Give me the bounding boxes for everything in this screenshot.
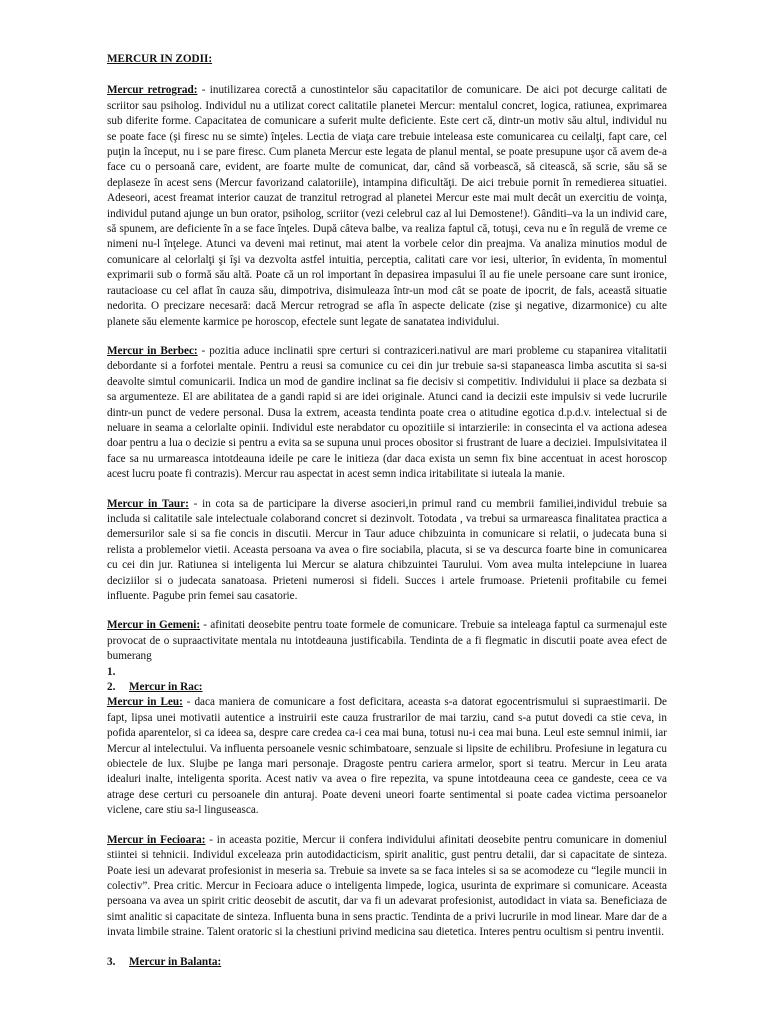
text-mercur-leu: - daca maniera de comunicare a fost deficitara, aceasta s-a datorat egocentrismului si supraestimarii. De fapt, lipsa unei motivatii autentice a instruirii este cauza frustrarilor de mai tarziu, cand s-a putut dovedi ca stie ceva, in pofida aparentelor, si ca ideea sa, despre care credea ca-i cea mai buna, totusi nu-i cea mai buna. Leul este semnul inimii, iar Mercur al intelectului. Va influenta persoanele vesnic schimbatoare, senzuale si lipsite de echilibru. Profesiune in legatura cu obiectele de lux. Slujbe pe langa mari personaje. Dragoste pentru cariera armelor, sport si teatru. Mercur in Leu arata idealuri inalte, inteligenta sporita. Acest nativ va avea o fire repezita, va spune intotdeauna ceea ce gandeste, ceea ce va atrage dese certuri cu persoanele din anturaj. Poate deveni uneori foarte sentimental si poate cadea victima persoanelor viclene, care stiu sa-l linguseasca. [107, 696, 667, 817]
document-title: MERCUR IN ZODII: [107, 53, 213, 65]
list-number-1: 1. [107, 665, 116, 678]
term-mercur-berbec: Mercur in Berbec: [107, 344, 198, 357]
heading-mercur-rac: Mercur in Rac: [129, 681, 203, 694]
paragraph-mercur-taur [107, 497, 667, 605]
list-item-2 [107, 680, 667, 695]
list-number-3: 3. [107, 955, 116, 968]
paragraph-mercur-berbec [107, 344, 667, 483]
term-mercur-fecioara: Mercur in Fecioara: [107, 833, 206, 846]
text-mercur-retrograd: - inutilizarea corectă a cunostintelor său capacitatilor de comunicare. De aici pot decurge calitati de scriitor sau psiholog. Individul nu a utilizat corect calitatile planetei Mercur: mentalul concret, logica, ratiunea, exprimarea sub diferite forme. Capacitatea de comunicare a suferit multe deficiente. Este cert că, dintr-un motiv său altul, individul nu se poate face (şi firesc nu se simte) înţeles. Lectia de viaţa care trebuie inteleasa este comunicarea cu ceilalţi, fapt care, cel puţin la început, nu i se pare firesc. Cum planeta Mercur este legata de planul mental, se poate presupune uşor că avem de-a face cu o persoană care, evident, are foarte multe de comunicat, dar, când să vorbească, să citească, să scrie, său să se deplaseze în acest sens (Mercur favorizand calatoriile), intampina dificultăţi. De aici trebuie pornit în remedierea situatiei. Adeseori, acest freamat interior cauzat de tranzitul retrograd al planetei Mercur este mai mult decât un exercitiu de voinţa, individul putand ajunge un bun orator, psiholog, scriitor (vezi celebrul caz al lui Demostene!). Gânditi–va la un individ care, să spunem, are deficiente în a se face înţeles. După câteva balbe, va realiza faptul că, totuşi, ceva nu e în regulă de vreme ce nimeni nu-l înţelege. Atunci va deveni mai retinut, mai atent la vorbele celor din preajma. Va analiza minutios modul de comunicare al celorlalţi şi îşi va dezvolta astfel intuitia, perceptia, calitati care vor iesi, ulterior, în evidenta, în momentul exprimarii sub o formă său altă. Poate că un rol important în depasirea impasului îl au fie unele persoane care sunt ironice, rautacioase cu cel aflat în cauza său, dimpotriva, disimuleaza într-un mod cât se poate de ipocrit, de fals, această situatie nedorita. O precizare necesară: dacă Mercur retrograd se afla în aspecte delicate (zise şi negative, dizarmonice) cu alte planete său elemente karmice pe horoscop, efectele sunt legate de sanatatea individului. [107, 84, 667, 328]
text-mercur-fecioara: - in aceasta pozitie, Mercur ii confera individului afinitati deosebite pentru comunicare in domeniul stiintei si tehnicii. Individul exceleaza prin autodidacticism, spirit analitic, gust pentru detalii, dar si capacitate de sinteza. Poate iesi un adevarat profesionist in meseria sa. Trebuie sa invete sa se faca inteles si sa se acomodeze cu “legile muncii in colectiv”. Prea critic. Mercur in Fecioara aduce o inteligenta limpede, logica, usurinta de exprimare si comunicare. Aceasta persoana va avea un spirit critic deosebit de ascutit, dar va fi un adevarat profesionist, autodidact in viata sa. Beneficiaza de simt analitic si capacitate de sinteza. Influenta buna in sens practic. Tendinta de a privi lucrurile in mod linear. Mare dar de a invata limbile straine. Talent oratoric si la chestiuni privind medicina sau dietetica. Interes pentru ocultism si pentru inventii. [107, 833, 668, 939]
term-mercur-gemeni: Mercur in Gemeni: [107, 619, 201, 632]
paragraph-mercur-retrograd [107, 83, 667, 330]
heading-mercur-balanta: Mercur in Balanta: [129, 955, 222, 968]
document-page [107, 52, 667, 970]
paragraph-mercur-fecioara [107, 833, 667, 941]
text-mercur-berbec: - pozitia aduce inclinatii spre certuri si contraziceri.nativul are mari probleme cu stapanirea vitalitatii debordante si a forfotei mentale. Pentru a reusi sa comunice cu cei din jur trebuie sa-si stapaneasca limba ascutita si sa-si deavolte simtul comunicarii. Indica un mod de gandire inclinat sa fie decisiv si competitiv. Individului ii place sa dezbata si sa argumenteze. El are abilitatea de a gandi rapid si are idei originale. Atunci cand ia decizii este impulsiv si vede lucrurile dintr-un punct de vedere personal. Dusa la extrem, aceasta tendinta poate crea o atitudine egotica d.p.d.v. intelectual si de neluare in seama a celorlalte opinii. Individul este nerabdator cu opozitiile si intarzierile: in consecinta el va actiona adesea doar pentru a lua o decizie si pentru a evita sa se supuna unui proces obositor si frustrant de luare a deciziei. Impulsivitatea il face sa nu urmareasca intotdeauna ideile pe care le initieza (dar daca exista un semn fix bine accentuat in acest horoscop acest lucru poate fi contrazis). Mercur rau aspectat in acest semn indica iritabilitate si iuteala la manie. [107, 344, 667, 481]
term-mercur-taur: Mercur in Taur: [107, 497, 189, 510]
paragraph-mercur-leu [107, 695, 667, 818]
text-mercur-taur: - in cota sa de participare la diverse asocieri,in primul rand cu membrii familiei,individul trebuie sa includa si calitatile sale intelectuale colaborand concret si dezinvolt. Totodata , va trebui sa urmareasca finalitatea practica a demersurilor sale si sa fie concis in discutii. Mercur in Taur aduce chibzuinta in comunicare si relatii, o judecata buna si relista a problemelor vietii. Aceasta persoana va avea o fire sociabila, placuta, si se va descurca foarte bine in comunicarea cu cei din jur. Ratiunea si inteligenta lui Mercur se alatura chibzuintei Taurului. Vom avea multa intelepciune in luarea deciziilor si o judecata sanatoasa. Prieteni numerosi si fideli. Succes i artele frumoase. Prietenii profitabile cu femei influente. Pagube prin femei sau casatorie. [107, 497, 667, 602]
list-item-1 [107, 665, 667, 680]
term-mercur-retrograd: Mercur retrograd: [107, 84, 198, 97]
term-mercur-leu: Mercur in Leu: [107, 696, 183, 709]
list-number-2: 2. [107, 681, 116, 694]
paragraph-mercur-gemeni [107, 618, 667, 664]
text-mercur-gemeni: - afinitati deosebite pentru toate formele de comunicare. Trebuie sa inteleaga faptul ca surmenajul este provocat de o supraactivitate mentala nu intotdeauna justificabila. Tendinta de a fi flegmatic in discutii poate avea efect de bumerang [107, 619, 668, 663]
list-item-3 [107, 955, 667, 970]
